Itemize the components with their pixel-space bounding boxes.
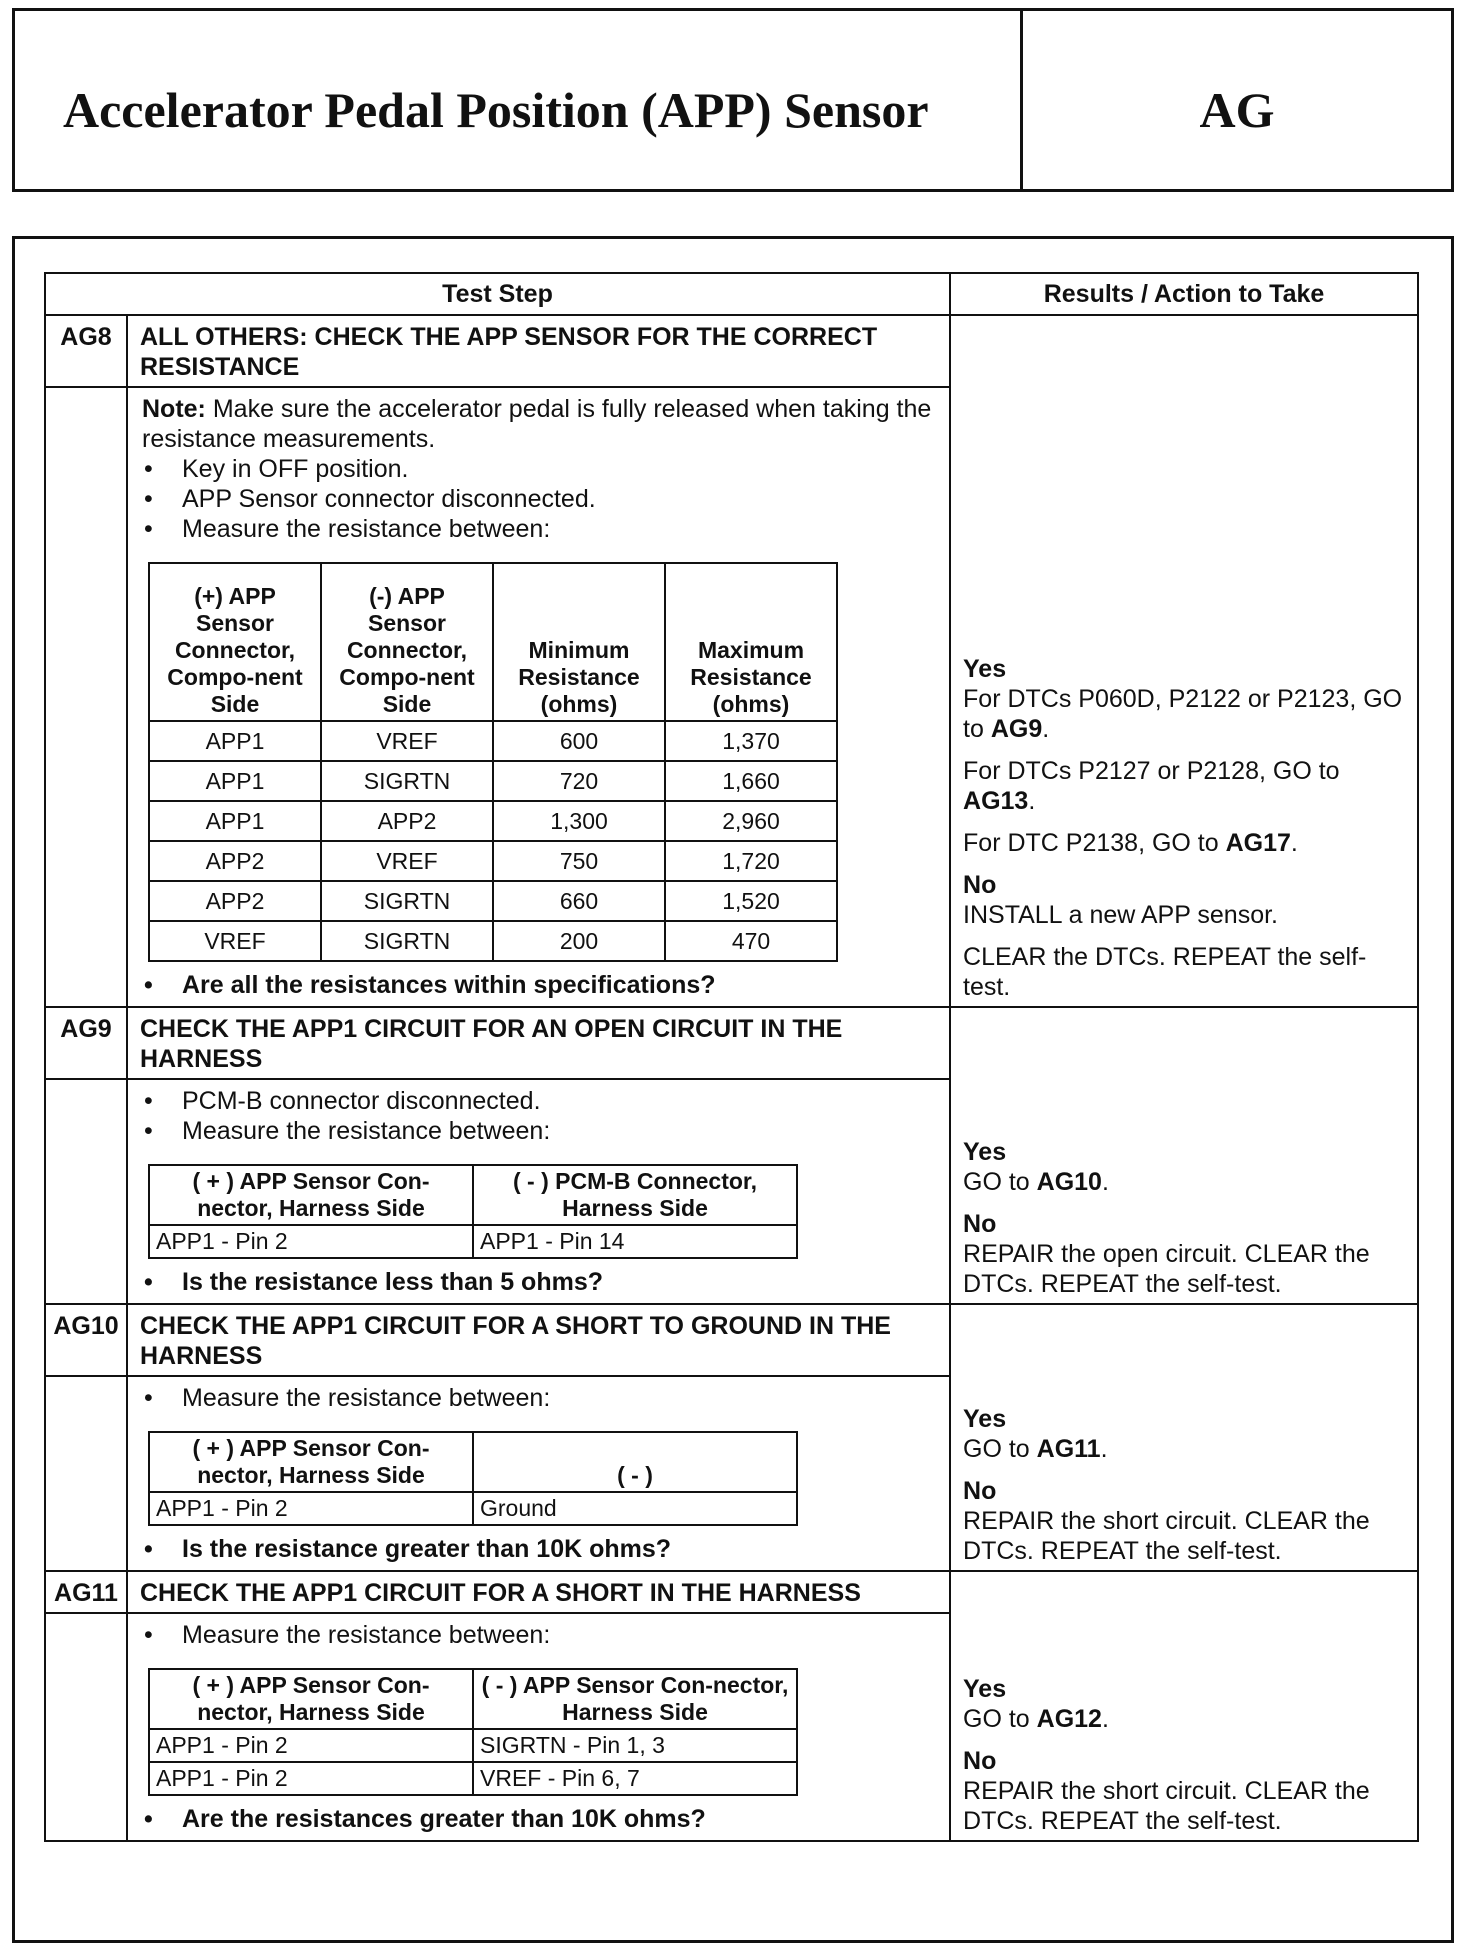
table-cell: VREF bbox=[321, 721, 493, 761]
step-code: AG11 bbox=[45, 1571, 127, 1613]
table-cell: 660 bbox=[493, 881, 665, 921]
goto-step-link[interactable]: AG9 bbox=[990, 715, 1043, 743]
note-label: Note: bbox=[142, 395, 206, 423]
table-row bbox=[149, 801, 837, 841]
table-cell: APP1 - Pin 2 bbox=[149, 1492, 473, 1525]
yes-label: Yes bbox=[963, 655, 1007, 683]
table-cell: 1,300 bbox=[493, 801, 665, 841]
no-text: REPAIR the open circuit. CLEAR the DTCs. REPEAT the self-test. bbox=[963, 1240, 1370, 1298]
yes-label: Yes bbox=[963, 1675, 1007, 1703]
table-cell: VREF - Pin 6, 7 bbox=[473, 1762, 797, 1795]
page-title: Accelerator Pedal Position (APP) Sensor bbox=[63, 82, 929, 138]
goto-step-link[interactable]: AG10 bbox=[1036, 1168, 1102, 1196]
table-cell: Ground bbox=[473, 1492, 797, 1525]
bullet-item: • Measure the resistance between: bbox=[142, 1116, 939, 1146]
table-cell: 1,720 bbox=[665, 841, 837, 881]
yes-text: For DTC P2138, GO to bbox=[963, 829, 1226, 857]
step-bullets bbox=[142, 1086, 939, 1146]
yes-text: For DTCs P060D, P2122 or P2123, GO to bbox=[963, 685, 1403, 743]
step-results: Yes GO to AG11. No REPAIR the short circuit. CLEAR the DTCs. REPEAT the self-test. bbox=[950, 1304, 1418, 1571]
column-header-results: Results / Action to Take bbox=[950, 273, 1418, 315]
table-row bbox=[149, 721, 837, 761]
no-label: No bbox=[963, 1747, 997, 1775]
table-cell: 750 bbox=[493, 841, 665, 881]
yes-text: For DTCs P2127 or P2128, GO to bbox=[963, 757, 1340, 785]
step-question: • Are the resistances greater than 10K ohms? bbox=[142, 1804, 939, 1834]
step-bullets bbox=[142, 454, 939, 544]
no-text: INSTALL a new APP sensor. bbox=[963, 901, 1279, 929]
step-results: Yes GO to AG12. No REPAIR the short circuit. CLEAR the DTCs. REPEAT the self-test. bbox=[950, 1571, 1418, 1841]
step-body bbox=[127, 1613, 950, 1841]
step-bullets bbox=[142, 1620, 939, 1650]
table-cell: APP1 - Pin 2 bbox=[149, 1729, 473, 1762]
step-body bbox=[127, 1376, 950, 1571]
no-label: No bbox=[963, 1477, 997, 1505]
resistance-spec-table bbox=[148, 562, 838, 962]
table-cell: APP1 - Pin 14 bbox=[473, 1225, 797, 1258]
step-code: AG10 bbox=[45, 1304, 127, 1376]
table-header-cell: ( - ) bbox=[473, 1432, 797, 1492]
table-cell: SIGRTN bbox=[321, 881, 493, 921]
goto-step-link[interactable]: AG17 bbox=[1225, 829, 1291, 857]
table-cell: 1,520 bbox=[665, 881, 837, 921]
step-title: ALL OTHERS: CHECK THE APP SENSOR FOR THE CORRECT RESISTANCE bbox=[127, 315, 950, 387]
yes-text: GO to bbox=[963, 1435, 1037, 1463]
table-row bbox=[149, 921, 837, 961]
table-row bbox=[149, 1492, 797, 1525]
table-cell: APP2 bbox=[149, 881, 321, 921]
table-cell: 720 bbox=[493, 761, 665, 801]
measurement-table bbox=[148, 1668, 798, 1796]
table-header-cell: Maximum Resistance (ohms) bbox=[665, 563, 837, 721]
yes-label: Yes bbox=[963, 1138, 1007, 1166]
table-header-cell: ( + ) APP Sensor Con-nector, Harness Side bbox=[149, 1165, 473, 1225]
step-title: CHECK THE APP1 CIRCUIT FOR AN OPEN CIRCUIT IN THE HARNESS bbox=[127, 1007, 950, 1079]
section-code: AG bbox=[1199, 82, 1275, 138]
table-header-cell: (+) APP Sensor Connector, Compo-nent Side bbox=[149, 563, 321, 721]
step-question: • Are all the resistances within specifications? bbox=[142, 970, 939, 1000]
step-code: AG9 bbox=[45, 1007, 127, 1079]
bullet-item: • Measure the resistance between: bbox=[142, 1620, 939, 1650]
no-text: CLEAR the DTCs. REPEAT the self-test. bbox=[963, 943, 1367, 1001]
table-cell: APP1 - Pin 2 bbox=[149, 1225, 473, 1258]
note-text: Make sure the accelerator pedal is fully released when taking the resistance measurements. bbox=[142, 395, 932, 453]
measurement-table bbox=[148, 1164, 798, 1259]
bullet-item: • Measure the resistance between: bbox=[142, 1383, 939, 1413]
table-cell: APP1 bbox=[149, 721, 321, 761]
no-text: REPAIR the short circuit. CLEAR the DTCs. REPEAT the self-test. bbox=[963, 1777, 1370, 1835]
step-row bbox=[45, 1304, 1418, 1376]
table-cell: 1,370 bbox=[665, 721, 837, 761]
yes-text: GO to bbox=[963, 1168, 1037, 1196]
table-header-cell: (-) APP Sensor Connector, Compo-nent Side bbox=[321, 563, 493, 721]
no-text: REPAIR the short circuit. CLEAR the DTCs. REPEAT the self-test. bbox=[963, 1507, 1370, 1565]
step-note bbox=[142, 394, 939, 454]
step-title: CHECK THE APP1 CIRCUIT FOR A SHORT IN THE HARNESS bbox=[127, 1571, 950, 1613]
step-question: • Is the resistance greater than 10K ohms? bbox=[142, 1534, 939, 1564]
table-row bbox=[149, 1762, 797, 1795]
table-header-cell: ( + ) APP Sensor Con-nector, Harness Side bbox=[149, 1669, 473, 1729]
table-cell: 1,660 bbox=[665, 761, 837, 801]
table-header-cell: ( + ) APP Sensor Con-nector, Harness Side bbox=[149, 1432, 473, 1492]
goto-step-link[interactable]: AG12 bbox=[1036, 1705, 1102, 1733]
table-row bbox=[149, 1729, 797, 1762]
table-header-cell: ( - ) PCM-B Connector, Harness Side bbox=[473, 1165, 797, 1225]
table-cell: 2,960 bbox=[665, 801, 837, 841]
table-cell: SIGRTN bbox=[321, 761, 493, 801]
table-row bbox=[149, 841, 837, 881]
table-header-cell: Minimum Resistance (ohms) bbox=[493, 563, 665, 721]
step-title: CHECK THE APP1 CIRCUIT FOR A SHORT TO GROUND IN THE HARNESS bbox=[127, 1304, 950, 1376]
table-cell: APP2 bbox=[149, 841, 321, 881]
step-code: AG8 bbox=[45, 315, 127, 387]
bullet-item: • Measure the resistance between: bbox=[142, 514, 939, 544]
page-header bbox=[12, 8, 1454, 192]
table-cell: 600 bbox=[493, 721, 665, 761]
table-cell: SIGRTN bbox=[321, 921, 493, 961]
bullet-item: • APP Sensor connector disconnected. bbox=[142, 484, 939, 514]
table-cell: APP1 bbox=[149, 801, 321, 841]
table-cell: APP2 bbox=[321, 801, 493, 841]
table-cell: SIGRTN - Pin 1, 3 bbox=[473, 1729, 797, 1762]
no-label: No bbox=[963, 871, 997, 899]
step-row bbox=[45, 1571, 1418, 1613]
step-results: Yes For DTCs P060D, P2122 or P2123, GO to AG9. For DTCs P2127 or P2128, GO to AG13. For DTC P2138, GO to AG17. No INSTALL a new APP sensor. CLEAR the DTCs. REPEAT the self-test. bbox=[950, 315, 1418, 1007]
no-label: No bbox=[963, 1210, 997, 1238]
table-cell: 470 bbox=[665, 921, 837, 961]
diagnostic-table bbox=[44, 272, 1419, 1842]
table-cell: VREF bbox=[149, 921, 321, 961]
step-row bbox=[45, 315, 1418, 387]
goto-step-link[interactable]: AG11 bbox=[1036, 1435, 1101, 1463]
measurement-table bbox=[148, 1431, 798, 1526]
table-row bbox=[149, 1225, 797, 1258]
bullet-item: • Key in OFF position. bbox=[142, 454, 939, 484]
yes-label: Yes bbox=[963, 1405, 1007, 1433]
step-row bbox=[45, 1007, 1418, 1079]
table-row bbox=[149, 761, 837, 801]
step-question: • Is the resistance less than 5 ohms? bbox=[142, 1267, 939, 1297]
step-body bbox=[127, 387, 950, 1007]
table-cell: APP1 - Pin 2 bbox=[149, 1762, 473, 1795]
goto-step-link[interactable]: AG13 bbox=[963, 787, 1029, 815]
table-cell: 200 bbox=[493, 921, 665, 961]
bullet-item: • PCM-B connector disconnected. bbox=[142, 1086, 939, 1116]
yes-text: GO to bbox=[963, 1705, 1037, 1733]
step-results: Yes GO to AG10. No REPAIR the open circuit. CLEAR the DTCs. REPEAT the self-test. bbox=[950, 1007, 1418, 1304]
table-cell: VREF bbox=[321, 841, 493, 881]
table-cell: APP1 bbox=[149, 761, 321, 801]
table-header-cell: ( - ) APP Sensor Con-nector, Harness Side bbox=[473, 1669, 797, 1729]
step-bullets bbox=[142, 1383, 939, 1413]
step-body bbox=[127, 1079, 950, 1304]
table-row bbox=[149, 881, 837, 921]
column-header-test-step: Test Step bbox=[45, 273, 950, 315]
